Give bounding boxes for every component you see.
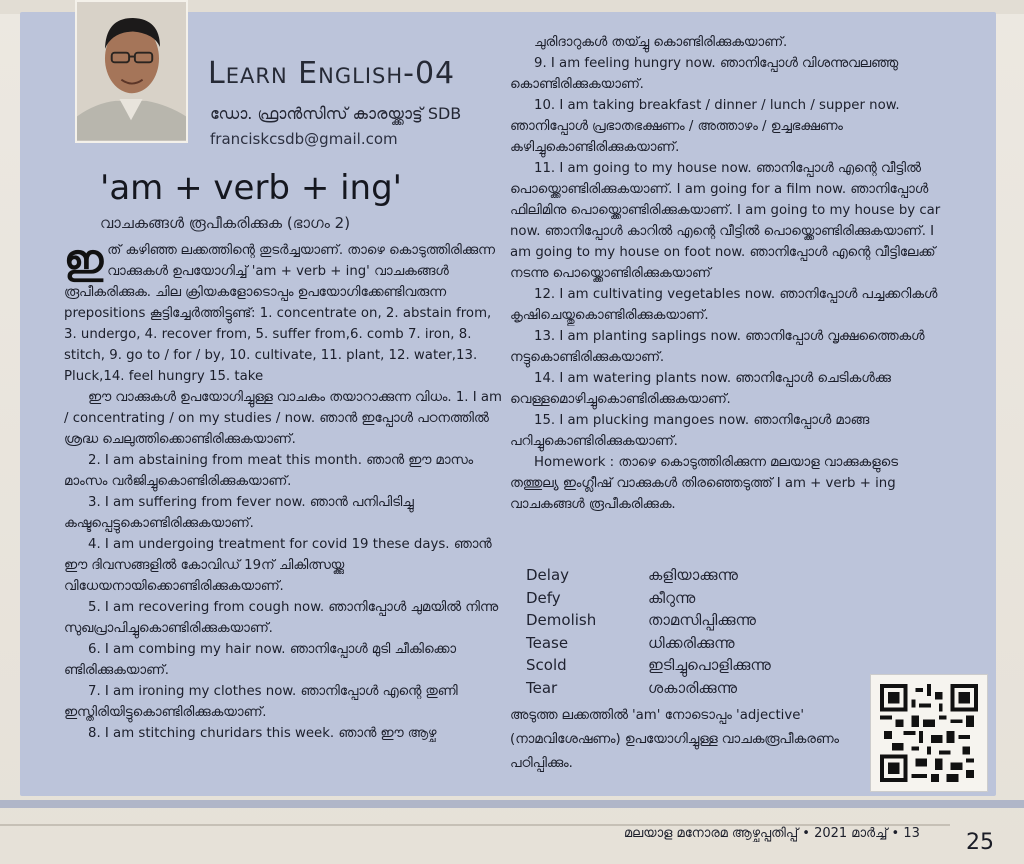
sentence-15: 15. I am plucking mangoes now. ഞാനിപ്പോൾ മാങ്ങ പറിച്ചുകൊണ്ടിരിക്കുകയാണ്. bbox=[510, 413, 870, 449]
sentence-8-continued: ചുരിദാറുകൾ തയ്ച്ചു കൊണ്ടിരിക്കുകയാണ്. bbox=[534, 35, 788, 50]
sentence-4: 4. I am undergoing treatment for covid 19 these days. ഞാൻ ഈ ദിവസങ്ങളിൽ കോവിഡ് 19ന് ചികിത്സയ്ക്കു വിധേയനായിക്കൊണ്ടിരിക്കുകയാണ്. bbox=[64, 537, 492, 594]
sentence-3: 3. I am suffering from fever now. ഞാൻ പനിപിടിച്ചു കഷ്ടപ്പെട്ടുകൊണ്ടിരിക്കുകയാണ്. bbox=[64, 495, 414, 531]
sentence-7: 7. I am ironing my clothes now. ഞാനിപ്പോൾ എന്റെ തുണി ഇസ്തിരിയിട്ടുകൊണ്ടിരിക്കുകയാണ്. bbox=[64, 684, 458, 720]
author-name: ഡോ. ഫ്രാൻസിസ് കാരയ്ക്കാട്ട് SDB bbox=[210, 104, 462, 123]
vocab-english: Tear bbox=[526, 678, 558, 697]
vocab-english: Scold bbox=[526, 656, 567, 674]
vocab-english: Delay bbox=[526, 566, 570, 584]
vocab-malayalam: താമസിപ്പിക്കുന്നു bbox=[648, 611, 756, 629]
right-column bbox=[510, 32, 950, 572]
vocab-malayalam: ധിക്കരിക്കുന്നു bbox=[648, 633, 735, 652]
column-title: Learn English-04 bbox=[208, 56, 456, 91]
sentence-6: 6. I am combing my hair now. ഞാനിപ്പോൾ മുടി ചീകിക്കൊ ണ്ടിരിക്കുകയാണ്. bbox=[64, 642, 457, 678]
vocab-row bbox=[526, 677, 826, 700]
publication-credit: മലയാള മനോരമ ആഴ്ചപ്പതിപ്പ് • 2021 മാർച്ച് • 13 bbox=[624, 826, 920, 841]
sentence-13: 13. I am planting saplings now. ഞാനിപ്പോൾ വൃക്ഷത്തൈകൾ നട്ടുകൊണ്ടിരിക്കുകയാണ്. bbox=[510, 329, 925, 365]
sentence-9: 9. I am feeling hungry now. ഞാനിപ്പോൾ വിശന്നുവലഞ്ഞു കൊണ്ടിരിക്കുകയാണ്. bbox=[510, 56, 898, 92]
article-subhead: വാചകങ്ങൾ രൂപീകരിക്കുക (ഭാഗം 2) bbox=[100, 214, 351, 232]
sentence-8: 8. I am stitching churidars this week. ഞാൻ ഈ ആഴ്ച bbox=[88, 726, 437, 741]
author-email: franciskcsdb@gmail.com bbox=[210, 130, 398, 148]
sentence-14: 14. I am watering plants now. ഞാനിപ്പോൾ ചെടികൾക്കു വെള്ളമൊഴിച്ചുകൊണ്ടിരിക്കുകയാണ്. bbox=[510, 371, 891, 407]
vocab-row bbox=[526, 587, 826, 610]
vocab-row bbox=[526, 609, 826, 632]
intro-text: ത് കഴിഞ്ഞ ലക്കത്തിന്റെ തുടർച്ചയാണ്. താഴെ കൊടുത്തിരിക്കുന്ന വാക്കുകൾ ഉപയോഗിച്ച് 'am + verb + ing' വാചകങ്ങൾ രൂപീകരിക്കുക. ചില ക്രിയകളോടൊപ്പം ഉപയോഗിക്കേണ്ടിവരുന്ന prepositions കൂട്ടിച്ചേർത്തിട്ടുണ്ട്: 1. concentrate on, 2. abstain from, 3. undergo, 4. recover from, 5. suffer from,6. comb 7. iron, 8. stitch, 9. go to / for / by, 10. cultivate, 11. plant, 12. water,13. Pluck,14. feel hungry 15. take bbox=[64, 243, 495, 384]
vocab-english: Demolish bbox=[526, 611, 597, 629]
sentence-2: 2. I am abstaining from meat this month. ഞാൻ ഈ മാസം മാംസം വർജിച്ചുകൊണ്ടിരിക്കുകയാണ്. bbox=[64, 453, 474, 489]
next-issue-note: അടുത്ത ലക്കത്തിൽ 'am' നോടൊപ്പം 'adjective' (നാമവിശേഷണം) ഉപയോഗിച്ചുള്ള വാചകരൂപീകരണം പഠിപ്പിക്കും. bbox=[510, 708, 839, 771]
vocab-malayalam: കീറുന്നു bbox=[648, 588, 696, 607]
author-portrait-image bbox=[77, 2, 186, 141]
page-number: 25 bbox=[966, 830, 994, 855]
vocab-english: Defy bbox=[526, 588, 561, 607]
sentence-12: 12. I am cultivating vegetables now. ഞാനിപ്പോൾ പച്ചക്കറികൾ കൃഷിചെയ്തുകൊണ്ടിരിക്കുകയാണ്. bbox=[510, 287, 938, 323]
vocab-row bbox=[526, 564, 826, 587]
vocab-row bbox=[526, 654, 826, 677]
sentence-10: 10. I am taking breakfast / dinner / lunch / supper now. ഞാനിപ്പോൾ പ്രഭാതഭക്ഷണം / അത്താഴം / ഉച്ചഭക്ഷണം കഴിച്ചുകൊണ്ടിരിക്കുകയാണ്. bbox=[510, 98, 900, 155]
qr-code bbox=[870, 674, 988, 792]
homework-paragraph: Homework : താഴെ കൊടുത്തിരിക്കുന്ന മലയാള വാക്കുകളുടെ തത്തുല്യ ഇംഗ്ലീഷ് വാക്കുകൾ തിരഞ്ഞെടുത്ത് I am + verb + ing വാചകങ്ങൾ രൂപീകരിക്കുക. bbox=[510, 455, 898, 512]
vocab-malayalam: ഇടിച്ചുപൊളിക്കുന്നു bbox=[648, 656, 771, 674]
sentence-11: 11. I am going to my house now. ഞാനിപ്പോൾ എന്റെ വീട്ടിൽ പൊയ്ക്കൊണ്ടിരിക്കുകയാണ്. I am going for a film now. ഞാനിപ്പോൾ ഫിലിമിനു പൊയ്ക്കൊണ്ടിരിക്കുകയാണ്. I am going to my house by car now. ഞാനിപ്പോൾ കാറിൽ എന്റെ വീട്ടിൽ പൊയ്ക്കൊണ്ടിരിക്കുകയാണ്. I am going to my house on foot now. ഞാനിപ്പോൾ എന്റെ വീട്ടിലേക്ക് നടന്നു പൊയ്ക്കൊണ്ടിരിക്കുകയാണ് bbox=[510, 161, 941, 281]
usage-paragraph: ഈ വാക്കുകൾ ഉപയോഗിച്ചുള്ള വാചകം തയാറാക്കുന്ന വിധം. 1. I am / concentrating / on my studies / now. ഞാൻ ഇപ്പോൾ പഠനത്തിൽ ശ്രദ്ധ ചെലുത്തിക്കൊണ്ടിരിക്കുകയാണ്. bbox=[64, 390, 502, 447]
left-column bbox=[64, 240, 504, 780]
sentence-5: 5. I am recovering from cough now. ഞാനിപ്പോൾ ചുമയിൽ നിന്നു സുഖപ്രാപിച്ചുകൊണ്ടിരിക്കുകയാണ്. bbox=[64, 600, 498, 636]
article-headline: 'am + verb + ing' bbox=[100, 168, 403, 208]
footer-bar bbox=[0, 800, 1024, 808]
drop-cap: ഇ bbox=[64, 240, 104, 283]
vocab-malayalam: കളിയാക്കുന്നു bbox=[648, 566, 738, 584]
vocab-row bbox=[526, 632, 826, 655]
author-photo bbox=[75, 0, 188, 143]
vocab-table bbox=[526, 564, 826, 699]
vocab-english: Tease bbox=[526, 633, 569, 652]
vocab-malayalam: ശകാരിക്കുന്നു bbox=[648, 678, 738, 697]
intro-paragraph bbox=[64, 240, 504, 387]
qr-code-icon bbox=[880, 684, 978, 782]
